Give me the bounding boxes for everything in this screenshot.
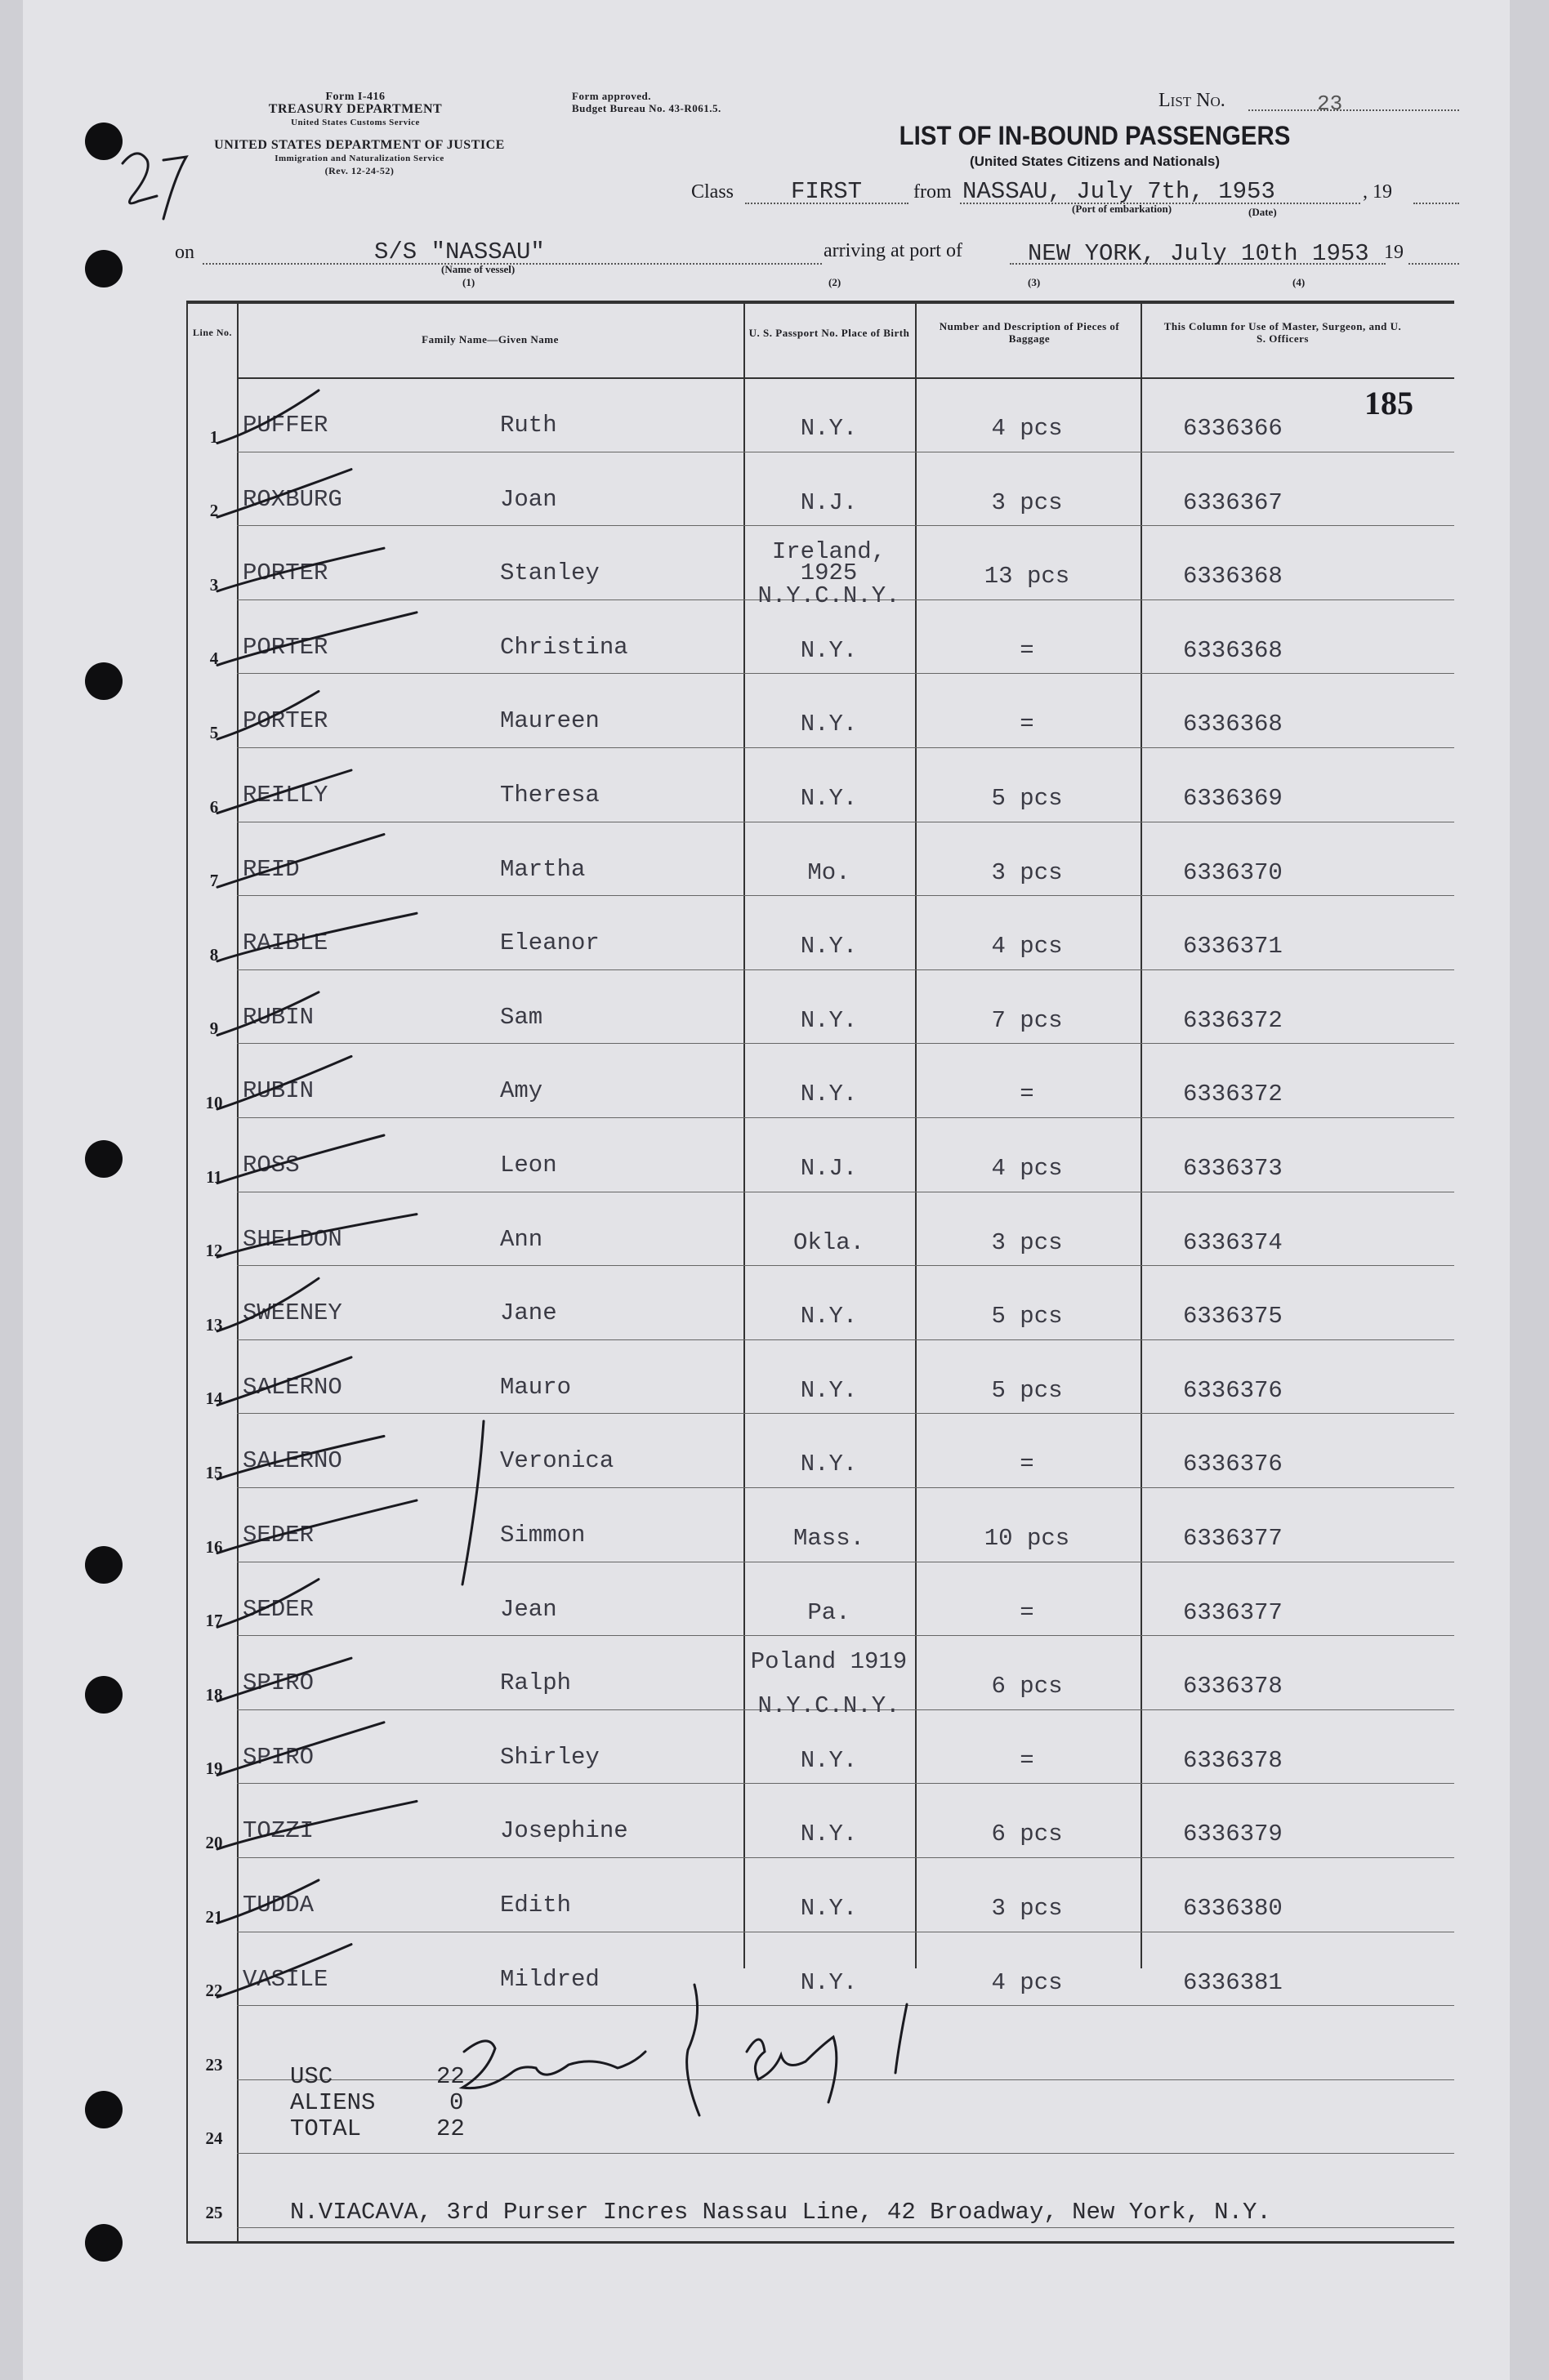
family-name: SWEENEY	[243, 1299, 342, 1327]
check-mark	[217, 770, 351, 813]
aliens-label: ALIENS	[290, 2089, 376, 2116]
baggage-count: 4 pcs	[991, 933, 1063, 960]
given-name: Amy	[500, 1077, 543, 1105]
birth-place: N.Y.	[800, 785, 858, 812]
officer-number: 6336375	[1183, 1303, 1283, 1330]
baggage-count: 3 pcs	[991, 488, 1063, 516]
check-mark	[217, 613, 417, 666]
line-number: 2	[209, 501, 219, 521]
officer-number: 6336366	[1183, 415, 1283, 442]
check-mark	[217, 1436, 384, 1479]
birth-place: N.Y.	[800, 1303, 858, 1330]
baggage-count: 4 pcs	[991, 415, 1063, 442]
birth-place-city: N.Y.C.N.Y.	[757, 582, 900, 610]
check-mark	[217, 1135, 384, 1183]
birth-place: N.Y.	[800, 415, 858, 442]
col-header-baggage: Number and Description of Pieces of Baggage	[939, 320, 1120, 345]
line-number: 3	[209, 574, 219, 595]
line-number: 20	[205, 1833, 223, 1852]
line-number: 14	[205, 1388, 223, 1409]
family-name: RUBIN	[243, 1003, 315, 1031]
form-approved: Form approved.	[572, 90, 652, 102]
baggage-count: 10 pcs	[984, 1525, 1070, 1552]
baggage-count: 3 pcs	[991, 1228, 1063, 1256]
birth-place: N.Y.	[800, 1968, 858, 1996]
family-name: SALERNO	[243, 1447, 342, 1475]
officer-number: 6336369	[1183, 785, 1283, 812]
officer-number: 6336379	[1183, 1821, 1283, 1848]
officer-number: 6336377	[1183, 1598, 1283, 1626]
birth-place: Ireland, 1925	[771, 538, 886, 587]
officer-number: 6336370	[1183, 858, 1283, 886]
baggage-count: =	[1020, 1598, 1034, 1626]
officer-number: 6336376	[1183, 1451, 1283, 1478]
family-name: SPIRO	[243, 1743, 315, 1771]
caption-3: (3)	[1028, 276, 1041, 288]
baggage-count: 3 pcs	[991, 1895, 1063, 1922]
check-mark	[217, 992, 319, 1036]
line-number: 5	[209, 723, 219, 742]
line-number: 4	[209, 648, 219, 669]
check-mark	[217, 1500, 417, 1553]
caption-1: (1)	[462, 276, 475, 288]
birth-place-city: N.Y.C.N.Y.	[757, 1692, 900, 1720]
given-name: Theresa	[500, 782, 600, 809]
purser-footer: N.VIACAVA, 3rd Purser Incres Nassau Line, 42 Broadway, New York, N.Y.	[290, 2199, 1271, 2226]
given-name: Simmon	[500, 1522, 586, 1549]
page-subtitle: (United States Citizens and Nationals)	[969, 154, 1221, 169]
baggage-count: 5 pcs	[991, 785, 1063, 812]
given-name: Veronica	[500, 1447, 614, 1475]
total-count: 22	[436, 2115, 465, 2142]
line-number: 16	[205, 1536, 223, 1557]
margin-note-7	[163, 157, 186, 219]
line-number: 19	[205, 1758, 223, 1779]
line-number: 6	[209, 796, 219, 817]
given-name: Shirley	[500, 1743, 600, 1771]
ins-service: Immigration and Naturalization Service	[275, 154, 444, 163]
officer-number: 6336368	[1183, 711, 1283, 738]
col-header-officers: This Column for Use of Master, Surgeon, and U. S. Officers	[1163, 320, 1402, 345]
birth-place: N.Y.	[800, 1006, 858, 1034]
family-name: PUFFER	[243, 412, 328, 439]
list-no-label: List No.	[1158, 90, 1225, 111]
family-name: SHELDON	[243, 1225, 342, 1253]
line-number: 22	[205, 1981, 223, 2001]
birth-place: N.Y.	[800, 1451, 858, 1478]
family-name: ROXBURG	[243, 485, 342, 513]
given-name: Joan	[500, 485, 557, 513]
birth-place: N.Y.	[800, 711, 858, 738]
page-title: LIST OF IN-BOUND PASSENGERS	[899, 121, 1291, 150]
given-name: Sam	[500, 1003, 543, 1031]
treasury-dept: TREASURY DEPARTMENT	[268, 102, 443, 116]
family-name: REILLY	[243, 782, 328, 809]
total-label: TOTAL	[290, 2115, 362, 2142]
family-name: TUDDA	[243, 1892, 315, 1919]
check-mark	[217, 470, 351, 518]
vessel-caption: (Name of vessel)	[441, 263, 516, 275]
given-name: Mauro	[500, 1373, 572, 1401]
officer-number: 6336374	[1183, 1228, 1283, 1256]
line-number: 24	[205, 2128, 223, 2149]
given-name: Edith	[500, 1892, 572, 1919]
arriving-label: arriving at port of	[824, 240, 962, 261]
baggage-count: =	[1020, 711, 1034, 738]
officer-number: 6336373	[1183, 1155, 1283, 1182]
baggage-count: 6 pcs	[991, 1821, 1063, 1848]
aliens-count: 0	[449, 2089, 464, 2116]
line-number: 23	[205, 2054, 223, 2075]
line-number: 17	[205, 1611, 223, 1631]
class-value: FIRST	[791, 178, 863, 205]
birth-place: N.Y.	[800, 636, 858, 664]
on-label: on	[175, 242, 194, 263]
col-header-name: Family Name—Given Name	[422, 333, 559, 345]
from-label: from	[913, 181, 952, 203]
port-embark-caption: (Port of embarkation)	[1072, 203, 1172, 215]
baggage-count: 7 pcs	[991, 1006, 1063, 1034]
given-name: Ralph	[500, 1669, 572, 1697]
officer-number: 6336368	[1183, 563, 1283, 591]
justice-dept: UNITED STATES DEPARTMENT OF JUSTICE	[214, 138, 505, 152]
birth-place: N.Y.	[800, 1821, 858, 1848]
birth-place: N.Y.	[800, 1376, 858, 1404]
given-name: Maureen	[500, 707, 600, 735]
birth-place: N.Y.	[800, 1081, 858, 1108]
officer-number: 6336381	[1183, 1968, 1283, 1996]
baggage-count: 3 pcs	[991, 858, 1063, 886]
check-mark	[217, 1278, 319, 1331]
baggage-count: 13 pcs	[984, 563, 1070, 591]
usc-count: 22	[436, 2063, 465, 2090]
given-name: Martha	[500, 855, 586, 883]
family-name: REID	[243, 855, 300, 883]
baggage-count: =	[1020, 1081, 1034, 1108]
arrival-year: 19	[1384, 242, 1404, 263]
officer-number: 6336377	[1183, 1525, 1283, 1552]
check-mark	[217, 691, 319, 739]
officer-number: 6336378	[1183, 1673, 1283, 1700]
page-stamp: 185	[1364, 385, 1413, 421]
baggage-count: =	[1020, 636, 1034, 664]
caption-4: (4)	[1292, 276, 1306, 288]
birth-place: N.Y.	[800, 1895, 858, 1922]
line-number: 13	[205, 1314, 223, 1335]
check-mark	[217, 1658, 351, 1701]
usc-label: USC	[290, 2063, 333, 2090]
line-number: 7	[209, 871, 219, 891]
caption-2: (2)	[828, 276, 841, 288]
list-number: 23	[1317, 91, 1343, 116]
check-mark	[217, 835, 384, 888]
check-mark	[217, 1357, 351, 1406]
line-number: 18	[205, 1684, 223, 1705]
family-name: RAIBLE	[243, 929, 328, 957]
given-name: Jean	[500, 1595, 557, 1623]
birth-place: Pa.	[807, 1598, 850, 1626]
given-name: Ann	[500, 1225, 543, 1253]
baggage-count: =	[1020, 1451, 1034, 1478]
officer-number: 6336367	[1183, 488, 1283, 516]
officer-number: 6336372	[1183, 1081, 1283, 1108]
given-name: Stanley	[500, 559, 600, 587]
check-mark	[217, 1056, 351, 1109]
family-name: SEDER	[243, 1522, 315, 1549]
check-mark	[217, 1880, 319, 1923]
check-mark	[217, 913, 417, 961]
family-name: SALERNO	[243, 1373, 342, 1401]
margin-note-2	[123, 154, 157, 203]
signature-flourish	[687, 1985, 699, 2115]
check-mark	[217, 1580, 319, 1628]
family-name: SPIRO	[243, 1669, 315, 1697]
col-header-line: Line No.	[192, 327, 232, 338]
line-number: 11	[206, 1166, 222, 1187]
birth-place: N.J.	[800, 488, 858, 516]
baggage-count: 4 pcs	[991, 1155, 1063, 1182]
line-number: 21	[205, 1906, 223, 1927]
family-name: SEDER	[243, 1595, 315, 1623]
given-name: Jane	[500, 1299, 557, 1327]
baggage-count: 6 pcs	[991, 1673, 1063, 1700]
check-mark	[217, 390, 319, 443]
officer-number: 6336371	[1183, 933, 1283, 960]
birth-place: N.Y.	[800, 933, 858, 960]
baggage-count: 5 pcs	[991, 1376, 1063, 1404]
officer-number: 6336376	[1183, 1376, 1283, 1404]
check-mark	[217, 1215, 417, 1258]
line-number: 8	[209, 944, 219, 965]
line-number: 9	[209, 1018, 219, 1039]
date-caption: (Date)	[1248, 206, 1277, 218]
family-name: PORTER	[243, 559, 328, 587]
birth-place: Mo.	[807, 858, 850, 886]
family-name: TOZZI	[243, 1817, 315, 1845]
birth-place: Okla.	[792, 1228, 864, 1256]
from-value: NASSAU, July 7th, 1953	[962, 178, 1275, 205]
check-mark	[217, 1945, 351, 1998]
check-mark	[217, 1723, 384, 1776]
year-suffix: , 19	[1363, 181, 1392, 203]
line-number: 10	[205, 1093, 223, 1112]
given-name: Leon	[500, 1152, 557, 1179]
birth-place: Poland 1919	[750, 1648, 908, 1676]
given-name: Eleanor	[500, 929, 600, 957]
birth-place: N.J.	[800, 1155, 858, 1182]
officer-number: 6336380	[1183, 1895, 1283, 1922]
line-number: 12	[205, 1241, 223, 1261]
family-name: PORTER	[243, 707, 328, 735]
initials-date	[747, 2004, 907, 2102]
customs-service: United States Customs Service	[291, 118, 420, 127]
given-name: Josephine	[500, 1817, 628, 1845]
baggage-count: =	[1020, 1746, 1034, 1774]
budget-bureau: Budget Bureau No. 43-R061.5.	[572, 102, 721, 114]
signature	[462, 2041, 645, 2088]
arrival-value: NEW YORK, July 10th 1953	[1028, 240, 1369, 267]
family-name: VASILE	[243, 1965, 328, 1993]
form-number: Form I-416	[325, 91, 386, 103]
col-header-passport: U. S. Passport No. Place of Birth	[748, 327, 910, 339]
baggage-count: 4 pcs	[991, 1968, 1063, 1996]
family-name: PORTER	[243, 633, 328, 661]
given-name: Christina	[500, 633, 628, 661]
class-label: Class	[691, 181, 734, 203]
form-revision: (Rev. 12-24-52)	[324, 165, 395, 176]
line-number: 25	[205, 2203, 223, 2222]
birth-place: N.Y.	[800, 1746, 858, 1774]
line-number: 15	[205, 1463, 223, 1482]
vessel-name: S/S "NASSAU"	[374, 238, 545, 265]
officer-number: 6336372	[1183, 1006, 1283, 1034]
officer-number: 6336368	[1183, 636, 1283, 664]
given-name: Mildred	[500, 1965, 600, 1993]
line-number: 1	[209, 426, 219, 447]
officer-number: 6336378	[1183, 1746, 1283, 1774]
baggage-count: 5 pcs	[991, 1303, 1063, 1330]
given-name: Ruth	[500, 412, 557, 439]
family-name: ROSS	[243, 1152, 300, 1179]
family-name: RUBIN	[243, 1077, 315, 1105]
check-mark	[217, 548, 384, 591]
birth-place: Mass.	[792, 1525, 864, 1552]
check-mark	[217, 1801, 417, 1849]
